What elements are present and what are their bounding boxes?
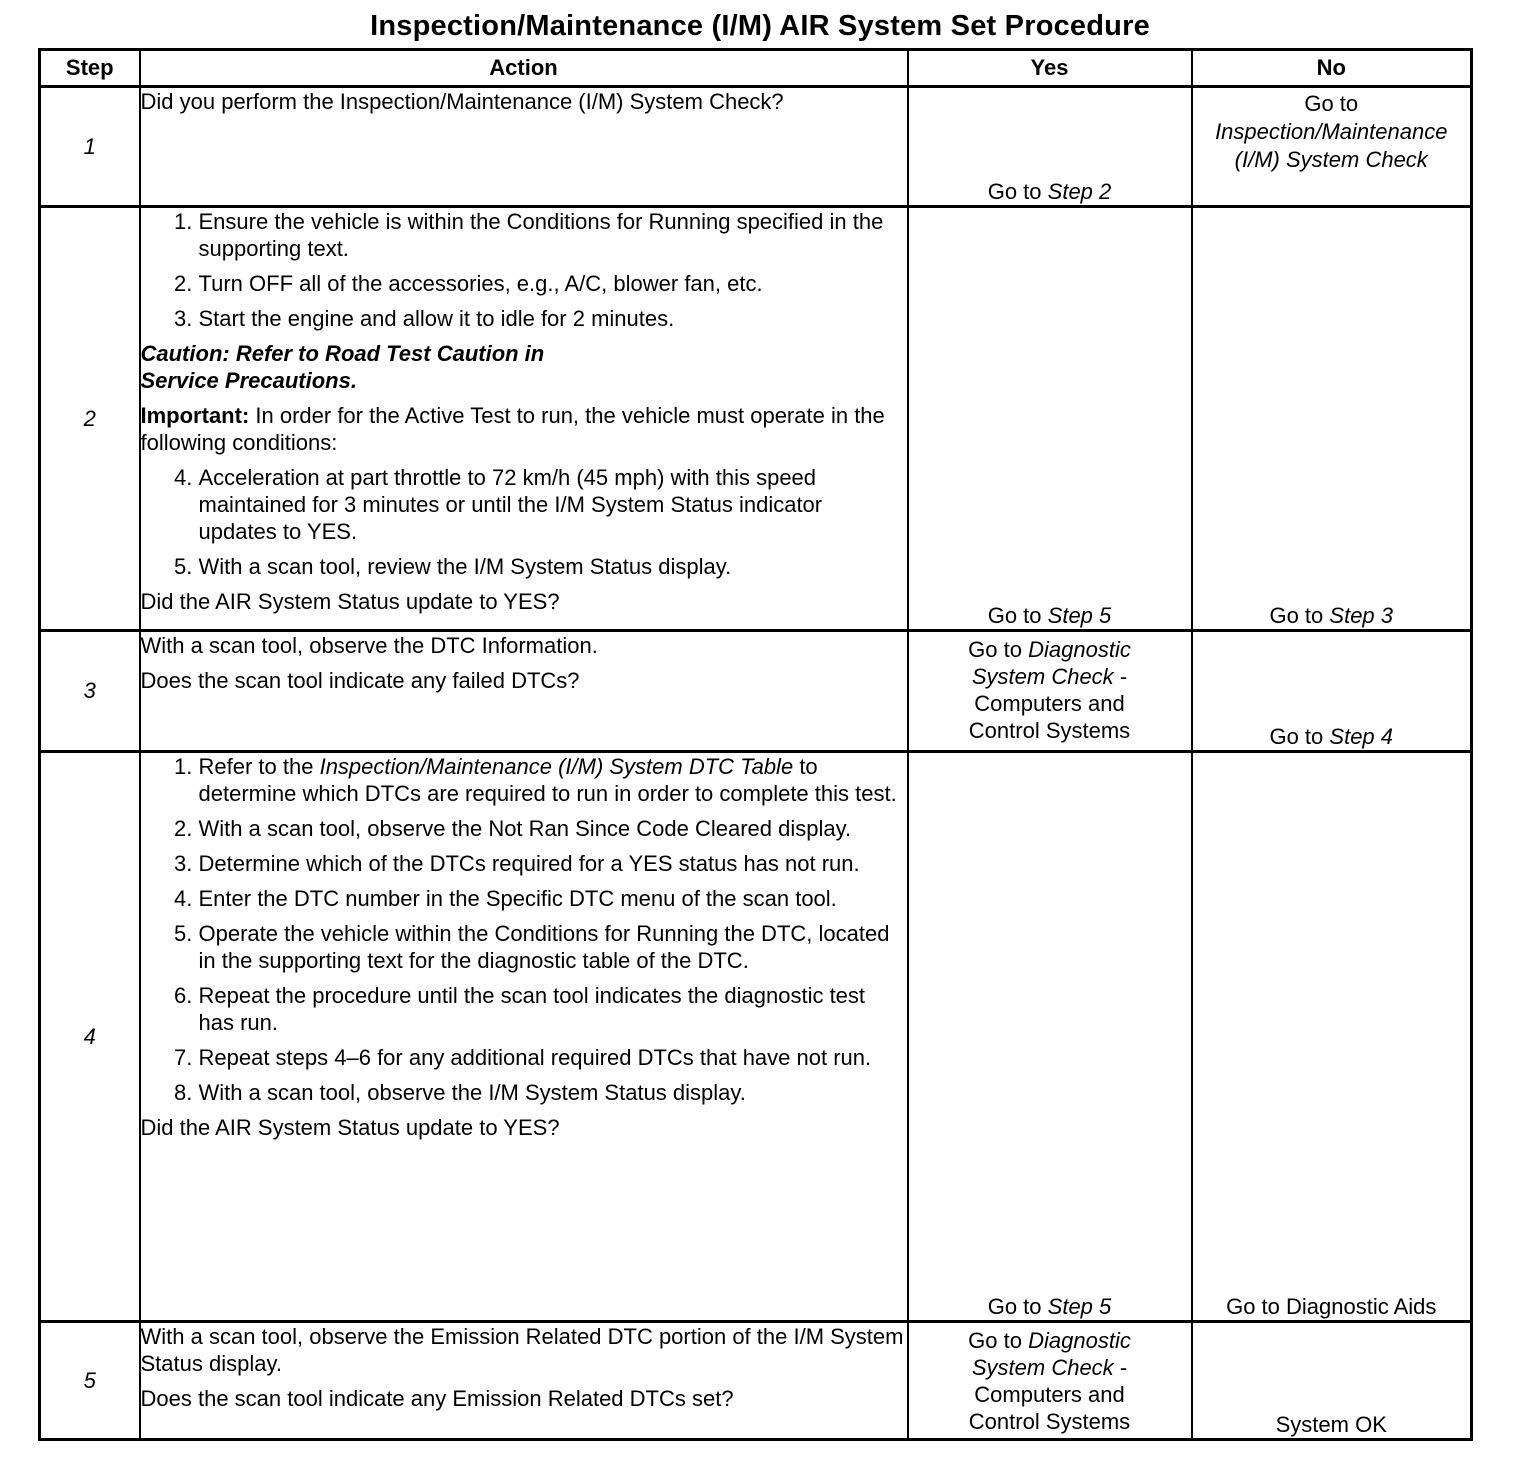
list-item: 5. With a scan tool, review the I/M System Status display.: [199, 553, 907, 580]
yes-line4: Control Systems: [968, 1409, 1131, 1434]
list-item: [199, 753, 907, 807]
list-item: 3. Determine which of the DTCs required for a YES status has not run.: [199, 850, 907, 877]
no-result: System OK: [1275, 1412, 1387, 1437]
table-row: [40, 207, 1472, 631]
no-link-line1[interactable]: Inspection/Maintenance: [1215, 119, 1448, 144]
yes-prefix: Go to: [987, 1294, 1042, 1319]
yes-prefix: Go to: [968, 1328, 1022, 1353]
yes-link-dash: -: [1119, 664, 1128, 689]
action-cell: [140, 207, 908, 631]
question-text: Does the scan tool indicate any Emission Related DTCs set?: [140, 1386, 734, 1411]
no-link[interactable]: Step 4: [1329, 724, 1394, 749]
step-number: 3: [40, 631, 140, 752]
procedure-list: [141, 464, 907, 580]
action-cell: [140, 87, 908, 207]
header-yes: Yes: [908, 50, 1192, 87]
yes-cell: [908, 752, 1192, 1322]
yes-cell: [908, 207, 1192, 631]
procedure-list: [141, 753, 907, 1106]
list-item: 4. Acceleration at part throttle to 72 km/h (45 mph) with this speed maintained for 3 minutes or until the I/M System Status indicator updates to YES.: [199, 464, 907, 545]
step-number: 2: [40, 207, 140, 631]
list-item: 8. With a scan tool, observe the I/M System Status display.: [199, 1079, 907, 1106]
no-prefix: Go to: [1304, 91, 1359, 116]
important-note: [141, 402, 907, 456]
question-text: Did the AIR System Status update to YES?: [140, 589, 560, 614]
yes-cell: [908, 631, 1192, 752]
procedure-table: [38, 48, 1473, 1441]
no-cell: [1192, 752, 1472, 1322]
table-row: [40, 631, 1472, 752]
no-cell: [1192, 87, 1472, 207]
yes-cell: [908, 1322, 1192, 1440]
header-action: Action: [140, 50, 908, 87]
table-row: [40, 1322, 1472, 1440]
important-label: Important:: [140, 403, 250, 428]
yes-link-line2[interactable]: System Check: [971, 1355, 1114, 1380]
no-link[interactable]: Step 3: [1329, 603, 1394, 628]
action-cell: [140, 631, 908, 752]
header-row: [40, 50, 1472, 87]
yes-prefix: Go to: [987, 179, 1042, 204]
page-title: Inspection/Maintenance (I/M) AIR System Set Procedure: [370, 10, 1150, 42]
no-link[interactable]: Go to Diagnostic Aids: [1226, 1294, 1437, 1319]
list-item: 2. With a scan tool, observe the Not Ran Since Code Cleared display.: [199, 815, 907, 842]
question-text: Did you perform the Inspection/Maintenance (I/M) System Check?: [140, 89, 784, 114]
step-number: 1: [40, 87, 140, 207]
question-text: Does the scan tool indicate any failed DTCs?: [140, 668, 580, 693]
list-item: 2. Turn OFF all of the accessories, e.g., A/C, blower fan, etc.: [199, 270, 907, 297]
yes-line3: Computers and: [974, 1382, 1125, 1407]
yes-line4: Control Systems: [968, 718, 1131, 743]
action-cell: [140, 1322, 908, 1440]
action-text: With a scan tool, observe the DTC Information.: [140, 633, 598, 658]
caution-line: Service Precautions.: [140, 368, 357, 393]
no-cell: [1192, 631, 1472, 752]
yes-cell: [908, 87, 1192, 207]
list-item: 5. Operate the vehicle within the Conditions for Running the DTC, located in the supporting text for the diagnostic table of the DTC.: [199, 920, 907, 974]
list-item-text: to determine which DTCs are required to run in order to complete this test.: [198, 754, 897, 806]
yes-link-line1[interactable]: Diagnostic: [1028, 1328, 1131, 1353]
yes-prefix: Go to: [968, 637, 1022, 662]
list-item: 1. Ensure the vehicle is within the Conditions for Running specified in the supporting text.: [199, 208, 907, 262]
caution-note: [141, 340, 907, 394]
no-cell: [1192, 207, 1472, 631]
procedure-list: [141, 208, 907, 332]
yes-line3: Computers and: [974, 691, 1125, 716]
step-number: 4: [40, 752, 140, 1322]
yes-link-dash: -: [1119, 1355, 1128, 1380]
yes-prefix: Go to: [987, 603, 1042, 628]
important-text: In order for the Active Test to run, the vehicle must operate in the following conditions:: [140, 403, 885, 455]
question-text: Did the AIR System Status update to YES?: [140, 1115, 560, 1140]
table-row: [40, 752, 1472, 1322]
table-row: [40, 87, 1472, 207]
action-cell: [140, 752, 908, 1322]
action-text: With a scan tool, observe the Emission Related DTC portion of the I/M System Status display.: [140, 1324, 904, 1376]
table-reference-link[interactable]: Inspection/Maintenance (I/M) System DTC Table: [319, 754, 794, 779]
list-item: 7. Repeat steps 4–6 for any additional required DTCs that have not run.: [199, 1044, 907, 1071]
no-prefix: Go to: [1269, 724, 1324, 749]
header-step: Step: [40, 50, 140, 87]
list-item: 4. Enter the DTC number in the Specific DTC menu of the scan tool.: [199, 885, 907, 912]
yes-link[interactable]: Step 5: [1047, 603, 1112, 628]
header-no: No: [1192, 50, 1472, 87]
caution-line: Caution: Refer to Road Test Caution in: [140, 341, 545, 366]
no-link-line2[interactable]: (I/M) System Check: [1234, 147, 1428, 172]
yes-link-line1[interactable]: Diagnostic: [1028, 637, 1131, 662]
yes-link-line2[interactable]: System Check: [971, 664, 1114, 689]
list-item: 6. Repeat the procedure until the scan tool indicates the diagnostic test has run.: [199, 982, 907, 1036]
yes-link[interactable]: Step 2: [1047, 179, 1112, 204]
yes-link[interactable]: Step 5: [1047, 1294, 1112, 1319]
no-prefix: Go to: [1269, 603, 1324, 628]
step-number: 5: [40, 1322, 140, 1440]
list-item-text: Refer to the: [198, 754, 314, 779]
list-item: 3. Start the engine and allow it to idle for 2 minutes.: [199, 305, 907, 332]
no-cell: [1192, 1322, 1472, 1440]
